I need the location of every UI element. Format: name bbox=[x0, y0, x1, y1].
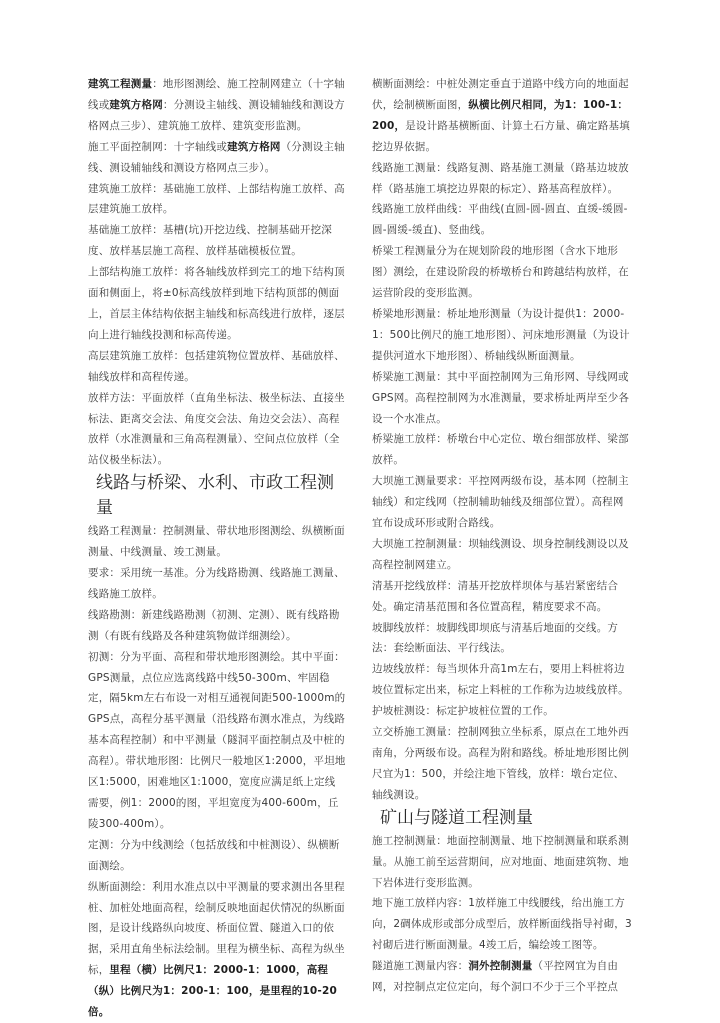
paragraph: 隧道施工测量内容：洞外控制测量（平控网宜为自由网，对控制点定位定向，每个洞口不少于三个平控点 bbox=[372, 960, 619, 994]
section-heading: 矿山与隧道工程测量 bbox=[380, 807, 533, 828]
paragraph: 桥梁施工测量：其中平面控制网为三角形网、导线网或GPS网。高程控制网为水准测量，要求桥址两岸至少各设一个水准点。 bbox=[372, 370, 630, 425]
paragraph: 高层建筑施工放样：包括建筑物位置放样、基础放样、轴线放样和高程传递。 bbox=[88, 349, 345, 383]
paragraph: 初测：分为平面、高程和带状地形图测绘。其中平面：GPS测量，点位应选离线路中线50-300m、牢固稳定，隔5km左右布设一对相互通视间距500-1000m的GPS点，高程分基平测量（沿线路布测水准点，为线路基本高程控制）和中平测量（隧洞平面控制点及中桩的高程）。带状地形图：比例尺一般地区1:2000，平坦地区1:5000，困难地区1:1000，宽度应满足纸上定线需要，例1：2000的图，平坦宽度为400-600m，丘陵300-400m）。 bbox=[88, 650, 346, 830]
paragraph: 桥梁地形测量：桥址地形测量（为设计提供1：2000-1：500比例尺的施工地形图）、河床地形测量（为设计提供河道水下地形图）、桥轴线纵断面测量。 bbox=[372, 307, 630, 362]
paragraph: 上部结构施工放样：将各轴线放样到完工的地下结构顶面和侧面上，将±0标高线放样到地下结构顶部的侧面上，首层主体结构依据主轴线和标高线进行放样，逐层向上进行轴线投测和标高传递。 bbox=[88, 266, 345, 341]
bold-term: 洞外控制测量 bbox=[468, 960, 533, 973]
paragraph: 定测：分为中线测绘（包括放线和中桩测设）、纵横断面测绘。 bbox=[88, 838, 340, 872]
bold-term: 建筑工程测量 bbox=[88, 78, 153, 90]
section-heading: 线路与桥梁、水利、市政工程测量 bbox=[96, 473, 334, 519]
left-column bbox=[88, 74, 346, 1023]
paragraph: 清基开挖线放样：清基开挖放样坝体与基岩紧密结合处。确定清基范围和各位置高程，精度要求不高。 bbox=[372, 579, 619, 613]
paragraph: 线路施工测量：线路复测、路基施工测量（路基边坡放样（路基施工填挖边界限的标定）、路基高程放样）。 bbox=[372, 161, 629, 195]
paragraph: 施工控制测量：地面控制测量、地下控制测量和联系测量。从施工前至运营期间，应对地面、地面建筑物、地下岩体进行变形监测。 bbox=[372, 834, 629, 889]
paragraph: 桥梁施工放样：桥墩台中心定位、墩台细部放样、梁部放样。 bbox=[372, 433, 629, 467]
paragraph: 桥梁工程测量分为在规划阶段的地形图（含水下地形图）测绘，在建设阶段的桥墩桥台和跨越结构放样，在运营阶段的变形监测。 bbox=[372, 245, 629, 300]
right-column bbox=[372, 74, 634, 998]
bold-term: 建筑方格网 bbox=[227, 140, 281, 153]
paragraph: 要求：采用统一基准。分为线路勘测、线路施工测量、线路施工放样。 bbox=[88, 567, 345, 600]
paragraph: 立交桥施工测量：控制网独立坐标系，原点在工地外西南角，分两级布设。高程为附和路线。桥址地形图比例尺宜为1：500，并绘注地下管线，放样：墩台定位、轴线测设。 bbox=[372, 726, 629, 801]
paragraph: 线路工程测量：控制测量、带状地形图测绘、纵横断面测量、中线测量、竣工测量。 bbox=[88, 525, 345, 559]
paragraph: 大坝施工控制测量：坝轴线测设、坝身控制线测设以及高程控制网建立。 bbox=[372, 537, 629, 571]
paragraph: 建筑工程测量：地形图测绘、施工控制网建立（十字轴线或建筑方格网：分测设主轴线、测设辅轴线和测设方格网点三步）、建筑施工放样、建筑变形监测。 bbox=[88, 78, 345, 132]
bold-term: 纵横比例尺相同，为1：100-1：200， bbox=[372, 98, 629, 132]
paragraph: 线路施工放样曲线：平曲线(直圆-圆-圆直、直缓-缓圆-圆-圆缓-缓直)、竖曲线。 bbox=[372, 203, 628, 237]
paragraph: 横断面测绘：中桩处测定垂直于道路中线方向的地面起伏，绘制横断面图，纵横比例尺相同，为1：100-1：200，是设计路基横断面、计算土石方量、确定路基填挖边界依据。 bbox=[372, 78, 630, 153]
paragraph: 护坡桩测设：标定护坡桩位置的工作。 bbox=[372, 705, 554, 718]
paragraph: 边坡线放样：每当坝体升高1m左右，要用上料桩将边坡位置标定出来，标定上料桩的工作称为边坡线放样。 bbox=[372, 663, 629, 697]
paragraph: 地下施工放样内容：1放样施工中线腰线，给出施工方向，2碉体成形或部分成型后，放样断面线指导衬砌，3衬砌后进行断面测量。4竣工后，编绘竣工图等。 bbox=[372, 897, 632, 952]
paragraph: 坡脚线放样：坡脚线即坝底与清基后地面的交线。方法：套绘断面法、平行线法。 bbox=[372, 621, 619, 655]
paragraph: 纵断面测绘：利用水准点以中平测量的要求测出各里程桩、加桩处地面高程，绘制反映地面起伏情况的纵断面图，是设计线路纵向坡度、桥面位置、隧道入口的依据，采用直角坐标法绘制。里程为横坐标、高程为纵坐标，里程（横）比例尺1：2000-1：1000，高程（纵）比例尺为1：200-1：100，是里程的10-20倍。 bbox=[88, 880, 345, 1019]
paragraph: 放样方法：平面放样（直角坐标法、极坐标法、直接坐标法、距离交会法、角度交会法、角边交会法）、高程放样（水准测量和三角高程测量）、空间点位放样（全站仪极坐标法）。 bbox=[88, 391, 345, 467]
bold-term: 里程（横）比例尺1：2000-1：1000，高程（纵）比例尺为1：200-1：100，是里程的10-20倍。 bbox=[88, 964, 337, 1019]
paragraph: 线路勘测：新建线路勘测（初测、定测）、既有线路勘测（有既有线路及各种建筑物做详细测绘）。 bbox=[88, 608, 340, 642]
paragraph: 建筑施工放样：基础施工放样、上部结构施工放样、高层建筑施工放样。 bbox=[88, 182, 345, 216]
paragraph: 施工平面控制网：十字轴线或建筑方格网（分测设主轴线、测设辅轴线和测设方格网点三步）。 bbox=[88, 140, 345, 174]
paragraph: 大坝施工测量要求：平控网两级布设，基本网（控制主轴线）和定线网（控制辅助轴线及细部位置）。高程网宜布设成环形或附合路线。 bbox=[372, 475, 629, 530]
bold-term: 建筑方格网 bbox=[109, 98, 163, 111]
paragraph: 基础施工放样：基槽(坑)开挖边线、控制基础开挖深度、放样基层施工高程、放样基础模板位置。 bbox=[88, 224, 332, 258]
